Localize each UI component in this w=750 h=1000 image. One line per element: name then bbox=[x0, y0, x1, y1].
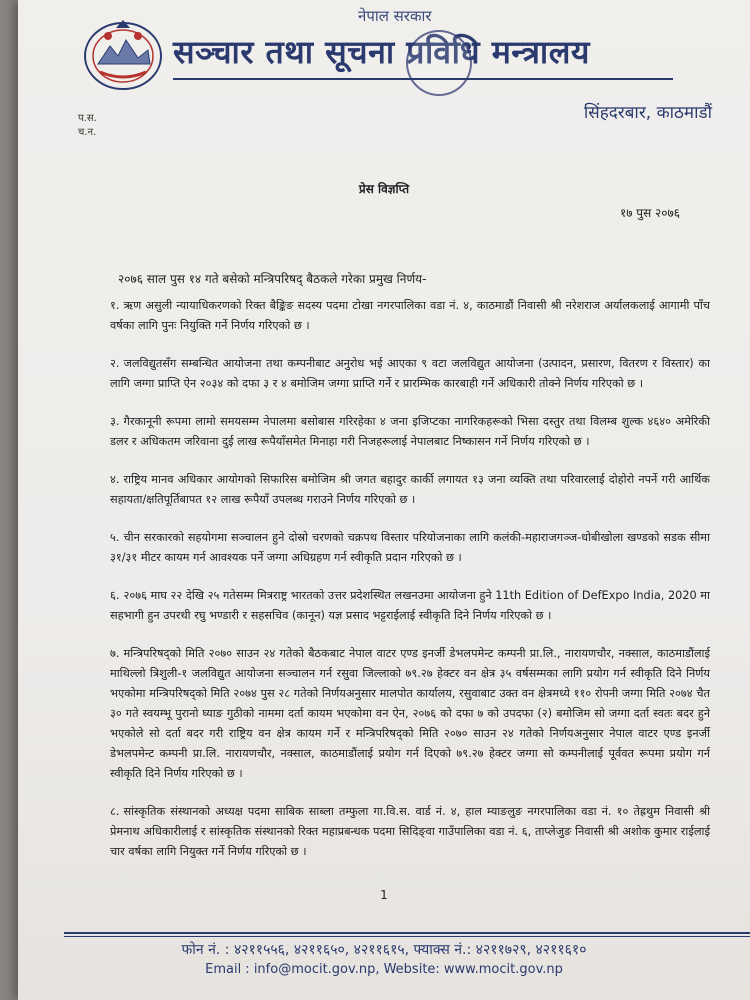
intro-line: २०७६ साल पुस १४ गते बसेको मन्त्रिपरिषद् बैठकले गरेका प्रमुख निर्णय- bbox=[118, 272, 427, 286]
decision-number: ३. bbox=[110, 415, 120, 428]
footer-phone: फोन नं. : ४२११५५६, ४२११६५०, ४२११६१५, फ्याक्स नं.: ४२११७२९, ४२११६१० bbox=[181, 942, 587, 958]
office-location: सिंहदरबार, काठमाडौं bbox=[583, 103, 712, 123]
decision-item bbox=[110, 296, 710, 336]
decision-text: चीन सरकारको सहयोगमा सञ्चालन हुने दोस्रो चरणको चक्रपथ विस्तार परियोजनाका लागि कलंकी-महाराजगञ्ज-धोबीखोला खण्डको सडक सीमा ३१/३१ मीटर कायम गर्न आवश्यक पर्ने जग्गा अधिग्रहण गर्न स्वीकृति प्रदान गरिएको छ । bbox=[110, 531, 710, 564]
decision-item bbox=[110, 644, 710, 784]
reference-pa-label: प.स. bbox=[78, 113, 97, 124]
decision-number: ६. bbox=[110, 589, 120, 602]
nepal-emblem-icon bbox=[80, 16, 166, 92]
ministry-stamp-seal bbox=[406, 30, 472, 96]
decision-text: ऋण असुली न्यायाधिकरणको रिक्त बैङ्किङ सदस्य पदमा टोखा नगरपालिका वडा नं. ४, काठमाडौं निवासी श्री नरेशराज अर्यालकलाई आगामी पाँच वर्षका लागि पुनः नियुक्ति गर्ने निर्णय गरिएको छ । bbox=[110, 299, 710, 332]
release-date: १७ पुस २०७६ bbox=[620, 206, 680, 220]
letter-page bbox=[18, 0, 750, 1000]
decision-number: ७. bbox=[110, 647, 120, 660]
press-release-title: प्रेस विज्ञप्ति bbox=[358, 182, 410, 196]
decision-number: ८. bbox=[110, 805, 120, 818]
decision-item bbox=[110, 802, 710, 862]
decision-item bbox=[110, 586, 710, 626]
page-number: 1 bbox=[380, 888, 388, 902]
decision-item bbox=[110, 470, 710, 510]
decision-number: ४. bbox=[110, 473, 120, 486]
decision-item bbox=[110, 354, 710, 394]
reference-cha-label: च.न. bbox=[78, 127, 97, 138]
footer-divider-thin bbox=[64, 936, 750, 937]
decision-item bbox=[110, 412, 710, 452]
decision-text: जलविद्युतसँग सम्बन्धित आयोजना तथा कम्पनीबाट अनुरोध भई आएका ९ वटा जलविद्युत आयोजना (उत्पादन, प्रसारण, वितरण र विस्तार) का लागि जग्गा प्राप्ति ऐन २०३४ को दफा ३ र ४ बमोजिम जग्गा प्राप्ति गर्ने र प्रारम्भिक कारबाही गर्ने अधिकारी तोक्ने निर्णय गरिएको छ । bbox=[110, 357, 710, 390]
ministry-title: सञ्चार तथा सूचना प्रविधि मन्त्रालय bbox=[173, 33, 590, 71]
header-divider bbox=[173, 78, 673, 80]
nepal-government-label: नेपाल सरकार bbox=[358, 7, 432, 25]
decision-text: २०७६ माघ २२ देखि २५ गतेसम्म मित्रराष्ट्र भारतको उत्तर प्रदेशस्थित लखनउमा आयोजना हुने 11th Edition of DefExpo India, 2020 मा सहभागी हुन उपरथी रघु भण्डारी र सहसचिव (कानून) यज्ञ प्रसाद भट्टराईलाई स्वीकृति दिने निर्णय गरिएको छ । bbox=[110, 589, 710, 622]
decision-text: मन्त्रिपरिषद्को मिति २०७० साउन २४ गतेको बैठकबाट नेपाल वाटर एण्ड इनर्जी डेभलपमेन्ट कम्पनी प्रा.लि., नारायणचौर, नक्साल, काठमाडौंलाई माथिल्लो त्रिशुली-१ जलविद्युत आयोजना सञ्चालन गर्न रसुवा जिल्लाको ७९.२७ हेक्टर वन क्षेत्र ३५ वर्षसम्मका लागि प्रयोग गर्न स्वीकृति दिने निर्णय भएकोमा मन्त्रिपरिषद्को मिति २०७४ पुस २८ गतेको निर्णयअनुसार मालपोत कार्यालय, रसुवाबाट उक्त वन क्षेत्रमध्ये ११० रोपनी जग्गा मिति २०७४ चैत ३० गते स्वयम्भू पुरानो घ्याङ गुठीको नाममा दर्ता कायम भएकोमा वन ऐन, २०७६ को दफा ७ को उपदफा (२) बमोजिम सो जग्गा दर्ता स्वतः बदर हुने भएकोले सो दर्ता बदर गरी राष्ट्रिय वन क्षेत्र कायम गर्ने र मन्त्रिपरिषद्को मिति २०७० साउन २४ गतेको निर्णयअनुसार नेपाल वाटर एण्ड इनर्जी डेभलपमेन्ट कम्पनी प्रा.लि. नारायणचौर, नक्साल, काठमाडौंलाई प्रयोग गर्न दिएको ७९.२७ हेक्टर जग्गा सो कम्पनीलाई पूर्ववत रूपमा प्रयोग गर्न स्वीकृति दिने निर्णय गरिएको छ । bbox=[110, 647, 710, 780]
decision-item bbox=[110, 528, 710, 568]
decision-list bbox=[110, 296, 710, 880]
decision-number: २. bbox=[110, 357, 120, 370]
decision-text: राष्ट्रिय मानव अधिकार आयोगको सिफारिस बमोजिम श्री जगत बहादुर कार्की लगायत १३ जना व्यक्ति तथा परिवारलाई दोहोरो नपर्ने गरी आर्थिक सहायता/क्षतिपूर्तिबापत १२ लाख रूपैयाँ उपलब्ध गराउने निर्णय गरिएको छ । bbox=[110, 473, 710, 506]
decision-text: गैरकानूनी रूपमा लामो समयसम्म नेपालमा बसोबास गरिरहेका ४ जना इजिप्टका नागरिकहरूको भिसा दस्तुर तथा विलम्ब शुल्क ४६४० अमेरिकी डलर र अधिकतम जरिवाना दुई लाख रूपैयाँसमेत मिनाहा गरी निजहरूलाई नेपालबाट निष्कासन गर्ने निर्णय गरिएको छ । bbox=[110, 415, 711, 448]
decision-text: सांस्कृतिक संस्थानको अध्यक्ष पदमा साबिक साब्ला तम्फुला गा.वि.स. वार्ड नं. ४, हाल म्याङलुङ नगरपालिका वडा नं. १० तेह्रथुम निवासी श्री प्रेमनाथ अधिकारीलाई र सांस्कृतिक संस्थानको रिक्त महाप्रबन्धक पदमा सिदिङ्वा गाउँपालिका वडा नं. ६, ताप्लेजुङ निवासी श्री अशोक कुमार राईलाई चार वर्षका लागि नियुक्त गर्ने निर्णय गरिएको छ । bbox=[110, 805, 710, 858]
decision-number: १. bbox=[110, 299, 120, 312]
footer-contact: Email : info@mocit.gov.np, Website: www.mocit.gov.np bbox=[205, 962, 563, 977]
footer-divider bbox=[64, 932, 750, 934]
decision-number: ५. bbox=[110, 531, 120, 544]
